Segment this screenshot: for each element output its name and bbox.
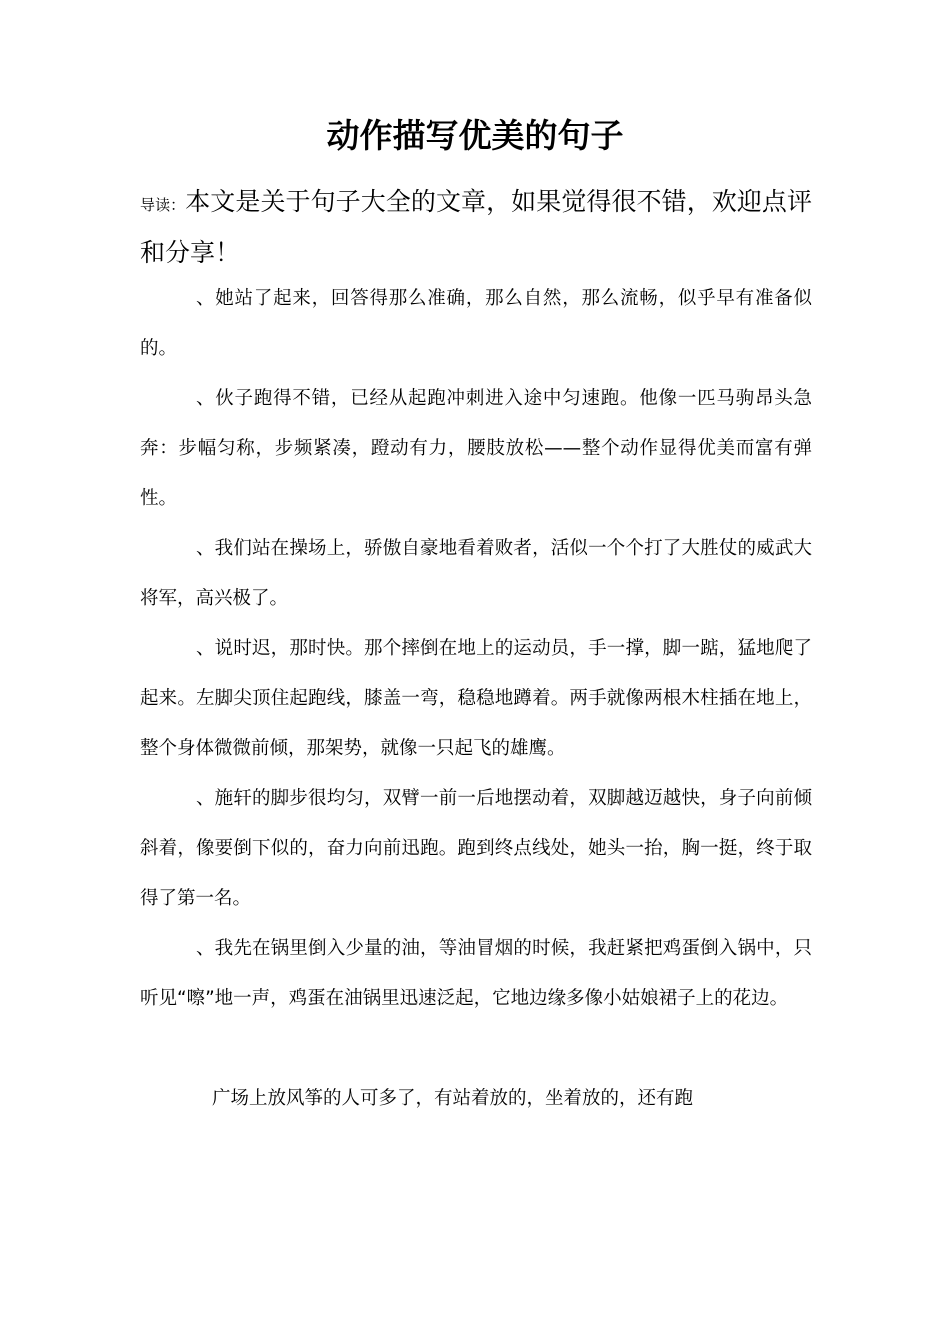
document-title: 动作描写优美的句子 — [326, 116, 624, 155]
sentence-paragraph-4: 、说时迟，那时快。那个摔倒在地上的运动员，手一撑，脚一踮，猛地爬了起来。左脚尖顶住起跑线，膝盖一弯，稳稳地蹲着。两手就像两根木柱插在地上，整个身体微微前倾，那架势，就像一只起飞的雄鹰。 — [140, 638, 812, 759]
sentence-paragraph-1: 、她站了起来，回答得那么准确，那么自然，那么流畅，似乎早有准备似的。 — [140, 288, 812, 359]
intro-text: 本文是关于句子大全的文章，如果觉得很不错，欢迎点评和分享！ — [140, 187, 812, 267]
sentence-paragraph-5: 、施轩的脚步很均匀，双臂一前一后地摆动着，双脚越迈越快，身子向前倾斜着，像要倒下似的，奋力向前迅跑。跑到终点线处，她头一抬，胸一挺，终于取得了第一名。 — [140, 788, 812, 909]
intro-paragraph — [140, 178, 812, 276]
sentence-paragraph-7: 广场上放风筝的人可多了，有站着放的，坐着放的，还有跑 — [212, 1088, 694, 1109]
sentence-paragraph-3: 、我们站在操场上，骄傲自豪地看着败者，活似一个个打了大胜仗的威武大将军，高兴极了。 — [140, 538, 812, 609]
sentence-paragraph-6: 、我先在锅里倒入少量的油，等油冒烟的时候，我赶紧把鸡蛋倒入锅中，只听见“嚓”地一声，鸡蛋在油锅里迅速泛起，它地边缘多像小姑娘裙子上的花边。 — [140, 938, 812, 1009]
intro-lead-label: 导读： — [140, 196, 186, 214]
sentence-paragraph-2: 、伙子跑得不错，已经从起跑冲刺进入途中匀速跑。他像一匹马驹昂头急奔：步幅匀称，步频紧凑，蹬动有力，腰肢放松——整个动作显得优美而富有弹性。 — [140, 388, 812, 509]
